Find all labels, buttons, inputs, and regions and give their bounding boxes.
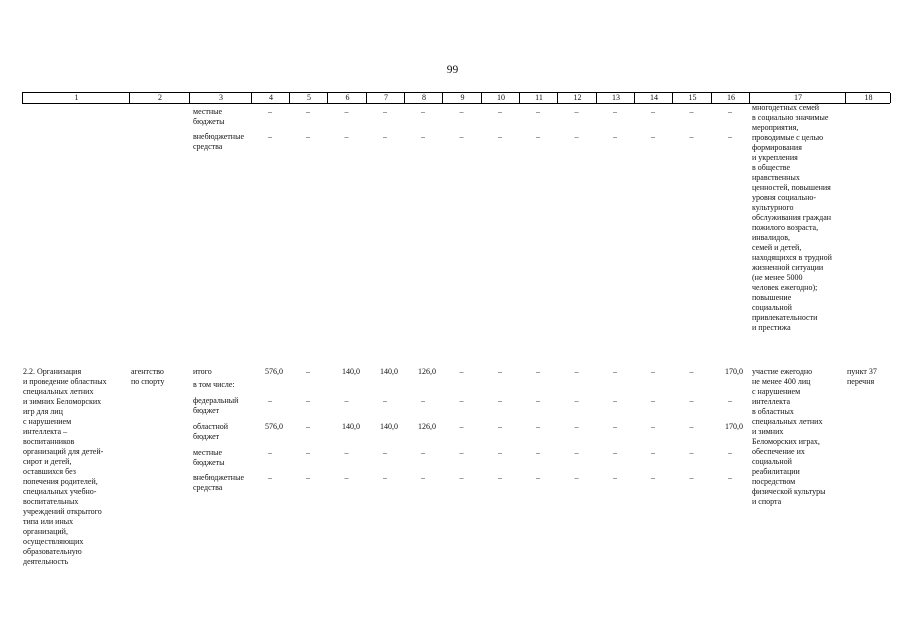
value-cell: – — [651, 396, 655, 405]
header-col-12: 12 — [557, 93, 597, 103]
budget-source-label: внебюджетные средства — [193, 132, 244, 151]
value-cell: – — [574, 448, 579, 457]
value-cell: – — [498, 448, 502, 457]
reference-text: пункт 37 перечня — [847, 367, 877, 386]
value-cell: – — [268, 107, 272, 116]
header-col-4: 4 — [251, 93, 290, 103]
value-cell: – — [651, 422, 655, 431]
value-cell: – — [536, 448, 540, 457]
value-cell: – — [536, 422, 540, 431]
value-cell: – — [651, 107, 655, 116]
header-col-15: 15 — [672, 93, 712, 103]
expected-result-text: участие ежегодно не менее 400 лиц с нарушением интеллекта в областных специальных летних и зимних Беломорских играх, обеспечение их социальной реабилитации посредством физической культуры и спорта — [752, 367, 826, 506]
value-cell: – — [498, 107, 502, 116]
header-col-13: 13 — [596, 93, 635, 103]
value-cell: – — [421, 132, 425, 141]
value-cell: – — [613, 107, 617, 116]
value-cell: – — [613, 473, 617, 482]
value-cell: – — [421, 448, 425, 457]
value-cell: – — [268, 396, 272, 405]
value-cell: – — [344, 132, 349, 141]
value-cell: – — [536, 107, 540, 116]
value-cell: – — [459, 422, 464, 431]
value-cell: – — [459, 367, 464, 376]
value-cell: – — [421, 107, 425, 116]
value-cell: – — [268, 132, 272, 141]
value-cell: – — [574, 473, 579, 482]
value-cell: 140,0 — [380, 367, 398, 376]
header-col-2: 2 — [129, 93, 190, 103]
header-col-1: 1 — [22, 93, 130, 103]
value-cell: 140,0 — [342, 422, 360, 431]
value-cell: 126,0 — [418, 422, 436, 431]
value-cell: – — [306, 132, 310, 141]
value-cell: – — [728, 473, 732, 482]
value-cell: – — [459, 132, 464, 141]
value-cell: 576,0 — [265, 367, 283, 376]
value-cell: – — [613, 367, 617, 376]
value-cell: – — [728, 107, 732, 116]
value-cell: – — [651, 448, 655, 457]
value-cell: – — [728, 132, 732, 141]
value-cell: – — [498, 132, 502, 141]
header-col-10: 10 — [481, 93, 520, 103]
header-col-6: 6 — [327, 93, 367, 103]
budget-source-label: в том числе: — [193, 380, 235, 389]
header-col-11: 11 — [519, 93, 558, 103]
value-cell: – — [498, 396, 502, 405]
value-cell: – — [574, 367, 579, 376]
value-cell: – — [498, 422, 502, 431]
value-cell: – — [344, 107, 349, 116]
value-cell: – — [344, 448, 349, 457]
value-cell: – — [459, 396, 464, 405]
value-cell: – — [689, 367, 694, 376]
value-cell: – — [344, 473, 349, 482]
value-cell: 126,0 — [418, 367, 436, 376]
value-cell: 140,0 — [342, 367, 360, 376]
budget-source-label: внебюджетные средства — [193, 473, 244, 492]
header-col-16: 16 — [711, 93, 750, 103]
value-cell: – — [536, 396, 540, 405]
value-cell: – — [613, 396, 617, 405]
value-cell: – — [459, 448, 464, 457]
value-cell: 140,0 — [380, 422, 398, 431]
value-cell: – — [728, 396, 732, 405]
value-cell: – — [268, 473, 272, 482]
value-cell: – — [613, 448, 617, 457]
value-cell: – — [574, 107, 579, 116]
value-cell: – — [383, 396, 387, 405]
budget-source-label: местные бюджеты — [193, 107, 225, 126]
value-cell: – — [689, 107, 694, 116]
value-cell: – — [383, 473, 387, 482]
header-col-5: 5 — [289, 93, 328, 103]
value-cell: – — [728, 448, 732, 457]
value-cell: – — [421, 396, 425, 405]
value-cell: – — [344, 396, 349, 405]
expected-result-text: многодетных семей в социально значимые мероприятия, проводимые с целью формирования и укрепления в обществе нравственных ценностей, повышения уровня социально- культурного обслуживания граждан пожилого возраста, инвалидов, семей и детей, находящихся в трудной жизненной ситуации (не менее 5000 человек ежегодно); повышение социальной привлекательности и престижа — [752, 103, 832, 332]
value-cell: – — [574, 396, 579, 405]
value-cell: – — [306, 422, 310, 431]
value-cell: – — [383, 132, 387, 141]
value-cell: – — [689, 473, 694, 482]
value-cell: – — [498, 367, 502, 376]
budget-source-label: итого — [193, 367, 212, 376]
value-cell: – — [306, 396, 310, 405]
budget-source-label: местные бюджеты — [193, 448, 225, 467]
value-cell: – — [651, 367, 655, 376]
header-col-9: 9 — [442, 93, 482, 103]
value-cell: – — [459, 473, 464, 482]
header-col-14: 14 — [634, 93, 673, 103]
header-col-8: 8 — [404, 93, 443, 103]
value-cell: – — [306, 107, 310, 116]
budget-source-label: федеральный бюджет — [193, 396, 239, 415]
header-col-7: 7 — [366, 93, 405, 103]
value-cell: – — [306, 448, 310, 457]
value-cell: – — [459, 107, 464, 116]
value-cell: – — [651, 473, 655, 482]
value-cell: – — [268, 448, 272, 457]
header-col-18: 18 — [845, 93, 891, 103]
value-cell: – — [383, 107, 387, 116]
value-cell: – — [306, 473, 310, 482]
value-cell: – — [574, 422, 579, 431]
value-cell: 576,0 — [265, 422, 283, 431]
value-cell: – — [689, 132, 694, 141]
header-right-edge — [890, 93, 891, 103]
value-cell: – — [651, 132, 655, 141]
header-col-17: 17 — [749, 93, 846, 103]
value-cell: – — [306, 367, 310, 376]
value-cell: – — [498, 473, 502, 482]
page-number: 99 — [446, 64, 459, 76]
budget-source-label: областной бюджет — [193, 422, 229, 441]
value-cell: 170,0 — [725, 367, 743, 376]
value-cell: – — [689, 448, 694, 457]
value-cell: – — [689, 396, 694, 405]
responsible-agency: агентство по спорту — [131, 367, 165, 386]
value-cell: – — [383, 448, 387, 457]
value-cell: – — [613, 132, 617, 141]
value-cell: – — [536, 473, 540, 482]
value-cell: – — [613, 422, 617, 431]
value-cell: – — [689, 422, 694, 431]
value-cell: – — [421, 473, 425, 482]
header-col-3: 3 — [189, 93, 252, 103]
value-cell: 170,0 — [725, 422, 743, 431]
value-cell: – — [536, 367, 540, 376]
event-name: 2.2. Организация и проведение областных специальных летних и зимних Беломорских игр для лиц с нарушением интеллекта – воспитанников организаций для детей- сирот и детей, оставшихся без попечения родителей, специальных учебно- воспитательных учреждений открытого типа или иных организаций, осуществляющих образовательную деятельность — [23, 367, 107, 566]
value-cell: – — [536, 132, 540, 141]
value-cell: – — [574, 132, 579, 141]
